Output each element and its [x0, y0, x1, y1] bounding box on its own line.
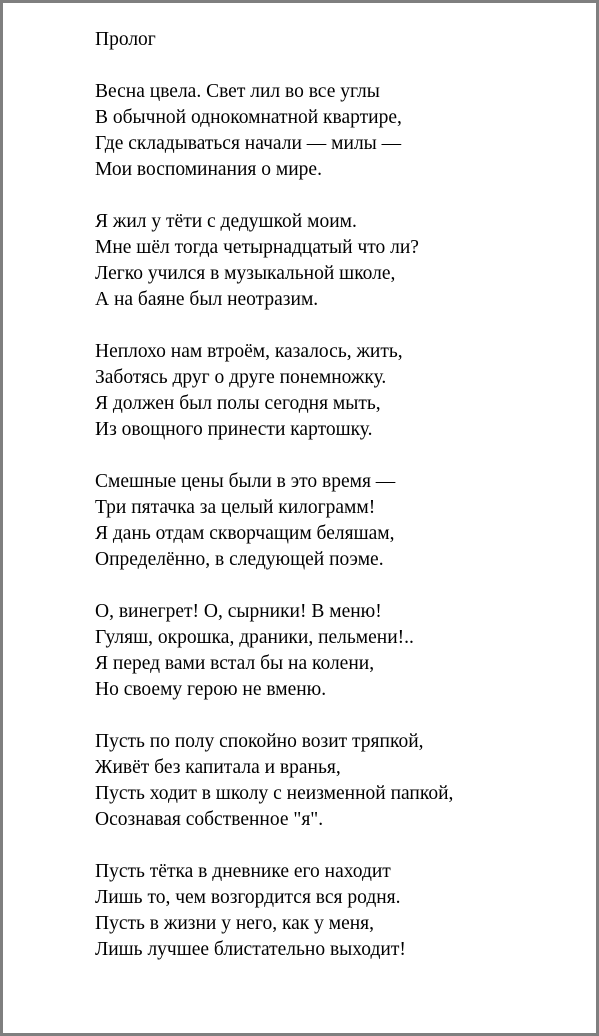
- poem-line: А на баяне был неотразим.: [95, 289, 319, 310]
- poem-line: Я жил у тёти с дедушкой моим.: [95, 211, 357, 232]
- poem-line: Пусть ходит в школу с неизменной папкой,: [95, 783, 454, 804]
- poem-line: Легко учился в музыкальной школе,: [95, 263, 396, 284]
- poem-line: Весна цвела. Свет лил во все углы: [95, 81, 380, 102]
- stanza-5: [95, 599, 575, 703]
- poem-line: Три пятачка за целый килограмм!: [95, 497, 376, 518]
- poem-line: Осознавая собственное "я".: [95, 809, 324, 830]
- poem-line: Лишь то, чем возгордится вся родня.: [95, 887, 401, 908]
- poem: [95, 27, 575, 989]
- poem-line: О, винегрет! О, сырники! В меню!: [95, 601, 382, 622]
- poem-line: Но своему герою не вменю.: [95, 679, 327, 700]
- poem-line: Мои воспоминания о мире.: [95, 159, 322, 180]
- poem-line: Пусть в жизни у него, как у меня,: [95, 913, 375, 934]
- poem-line: Заботясь друг о друге понемножку.: [95, 367, 387, 388]
- stanza-3: [95, 339, 575, 443]
- poem-line: Живёт без капитала и вранья,: [95, 757, 341, 778]
- poem-line: Гуляш, окрошка, драники, пельмени!..: [95, 627, 414, 648]
- stanza-7: [95, 859, 575, 963]
- poem-line: Пусть тётка в дневнике его находит: [95, 861, 391, 882]
- poem-line: Неплохо нам втроём, казалось, жить,: [95, 341, 403, 362]
- poem-line: Пусть по полу спокойно возит тряпкой,: [95, 731, 424, 752]
- poem-line: Я перед вами встал бы на колени,: [95, 653, 375, 674]
- poem-line: Лишь лучшее блистательно выходит!: [95, 939, 406, 960]
- stanza-2: [95, 209, 575, 313]
- poem-line: Где складываться начали — милы —: [95, 133, 402, 154]
- stanza-1: [95, 79, 575, 183]
- poem-line: Определённо, в следующей поэме.: [95, 549, 384, 570]
- stanza-6: [95, 729, 575, 833]
- poem-line: Я дань отдам скворчащим беляшам,: [95, 523, 395, 544]
- poem-title: Пролог: [95, 29, 156, 50]
- poem-line: Мне шёл тогда четырнадцатый что ли?: [95, 237, 419, 258]
- poem-line: В обычной однокомнатной квартире,: [95, 107, 402, 128]
- poem-line: Из овощного принести картошку.: [95, 419, 373, 440]
- poem-line: Я должен был полы сегодня мыть,: [95, 393, 381, 414]
- stanza-4: [95, 469, 575, 573]
- poem-line: Смешные цены были в это время —: [95, 471, 396, 492]
